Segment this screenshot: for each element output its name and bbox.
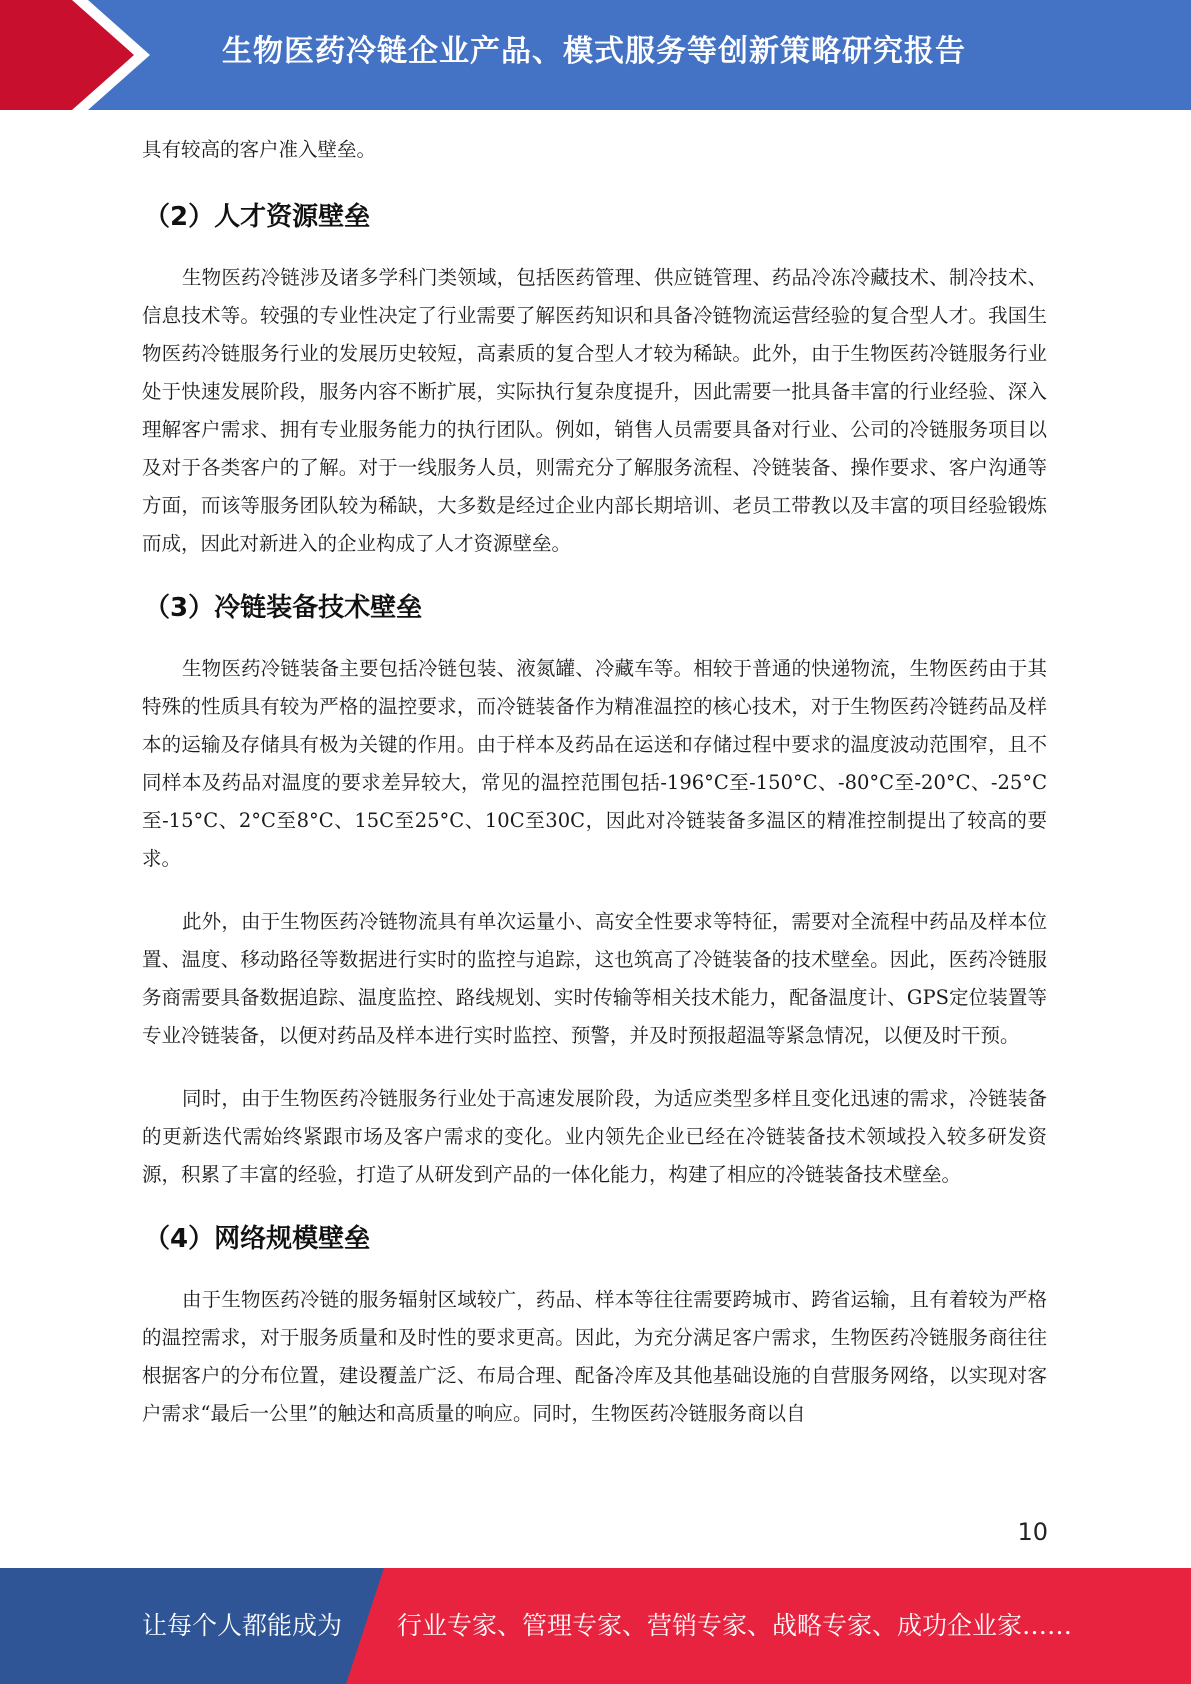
section-heading-network: （4）网络规模壁垒 (144, 1224, 371, 1254)
paragraph-equipment-1: 生物医药冷链装备主要包括冷链包装、液氮罐、冷藏车等。相较于普通的快递物流，生物医药由于其特殊的性质具有较为严格的温控要求，而冷链装备作为精准温控的核心技术，对于生物医药冷链药品及样本的运输及存储具有极为关键的作用。由于样本及药品在运送和存储过程中要求的温度波动范围窄，且不同样本及药品对温度的要求差异较大，常见的温控范围包括-196°C至-150°C、-80°C至-20°C、-25°C至-15°C、2°C至8°C、15C至25°C、10C至30C，因此对冷链装备多温区的精准控制提出了较高的要求。 (142, 657, 1047, 870)
paragraph-network: 由于生物医药冷链的服务辐射区域较广，药品、样本等往往需要跨城市、跨省运输，且有着较为严格的温控需求，对于服务质量和及时性的要求更高。因此，为充分满足客户需求，生物医药冷链服务商往往根据客户的分布位置，建设覆盖广泛、布局合理、配备冷库及其他基础设施的自营服务网络，以实现对客户需求“最后一公里”的触达和高质量的响应。同时，生物医药冷链服务商以自 (142, 1288, 1047, 1425)
page-header (0, 0, 1191, 110)
paragraph-equipment-3: 同时，由于生物医药冷链服务行业处于高速发展阶段，为适应类型多样且变化迅速的需求，冷链装备的更新迭代需始终紧跟市场及客户需求的变化。业内领先企业已经在冷链装备技术领域投入较多研发资源，积累了丰富的经验，打造了从研发到产品的一体化能力，构建了相应的冷链装备技术壁垒。 (142, 1087, 1047, 1186)
page-number: 10 (1017, 1518, 1048, 1546)
section-heading-equipment: （3）冷链装备技术壁垒 (144, 593, 423, 623)
section-heading-talent: （2）人才资源壁垒 (144, 202, 371, 232)
footer-slogan-left: 让每个人都能成为 (142, 1611, 343, 1640)
paragraph-talent: 生物医药冷链涉及诸多学科门类领域，包括医药管理、供应链管理、药品冷冻冷藏技术、制冷技术、信息技术等。较强的专业性决定了行业需要了解医药知识和具备冷链物流运营经验的复合型人才。我国生物医药冷链服务行业的发展历史较短，高素质的复合型人才较为稀缺。此外，由于生物医药冷链服务行业处于快速发展阶段，服务内容不断扩展，实际执行复杂度提升，因此需要一批具备丰富的行业经验、深入理解客户需求、拥有专业服务能力的执行团队。例如，销售人员需要具备对行业、公司的冷链服务项目以及对于各类客户的了解。对于一线服务人员，则需充分了解服务流程、冷链装备、操作要求、客户沟通等方面，而该等服务团队较为稀缺，大多数是经过企业内部长期培训、老员工带教以及丰富的项目经验锻炼而成，因此对新进入的企业构成了人才资源壁垒。 (142, 266, 1047, 555)
page-footer (0, 1568, 1191, 1684)
document-body (142, 131, 1047, 1458)
header-arrow-icon (0, 0, 160, 110)
footer-slogan-right: 行业专家、管理专家、营销专家、战略专家、成功企业家…… (397, 1611, 1073, 1640)
intro-paragraph: 具有较高的客户准入壁垒。 (142, 138, 377, 161)
header-title: 生物医药冷链企业产品、模式服务等创新策略研究报告 (222, 34, 966, 69)
paragraph-equipment-2: 此外，由于生物医药冷链物流具有单次运量小、高安全性要求等特征，需要对全流程中药品及样本位置、温度、移动路径等数据进行实时的监控与追踪，这也筑高了冷链装备的技术壁垒。因此，医药冷链服务商需要具备数据追踪、温度监控、路线规划、实时传输等相关技术能力，配备温度计、GPS定位装置等专业冷链装备，以便对药品及样本进行实时监控、预警，并及时预报超温等紧急情况，以便及时干预。 (142, 910, 1047, 1047)
